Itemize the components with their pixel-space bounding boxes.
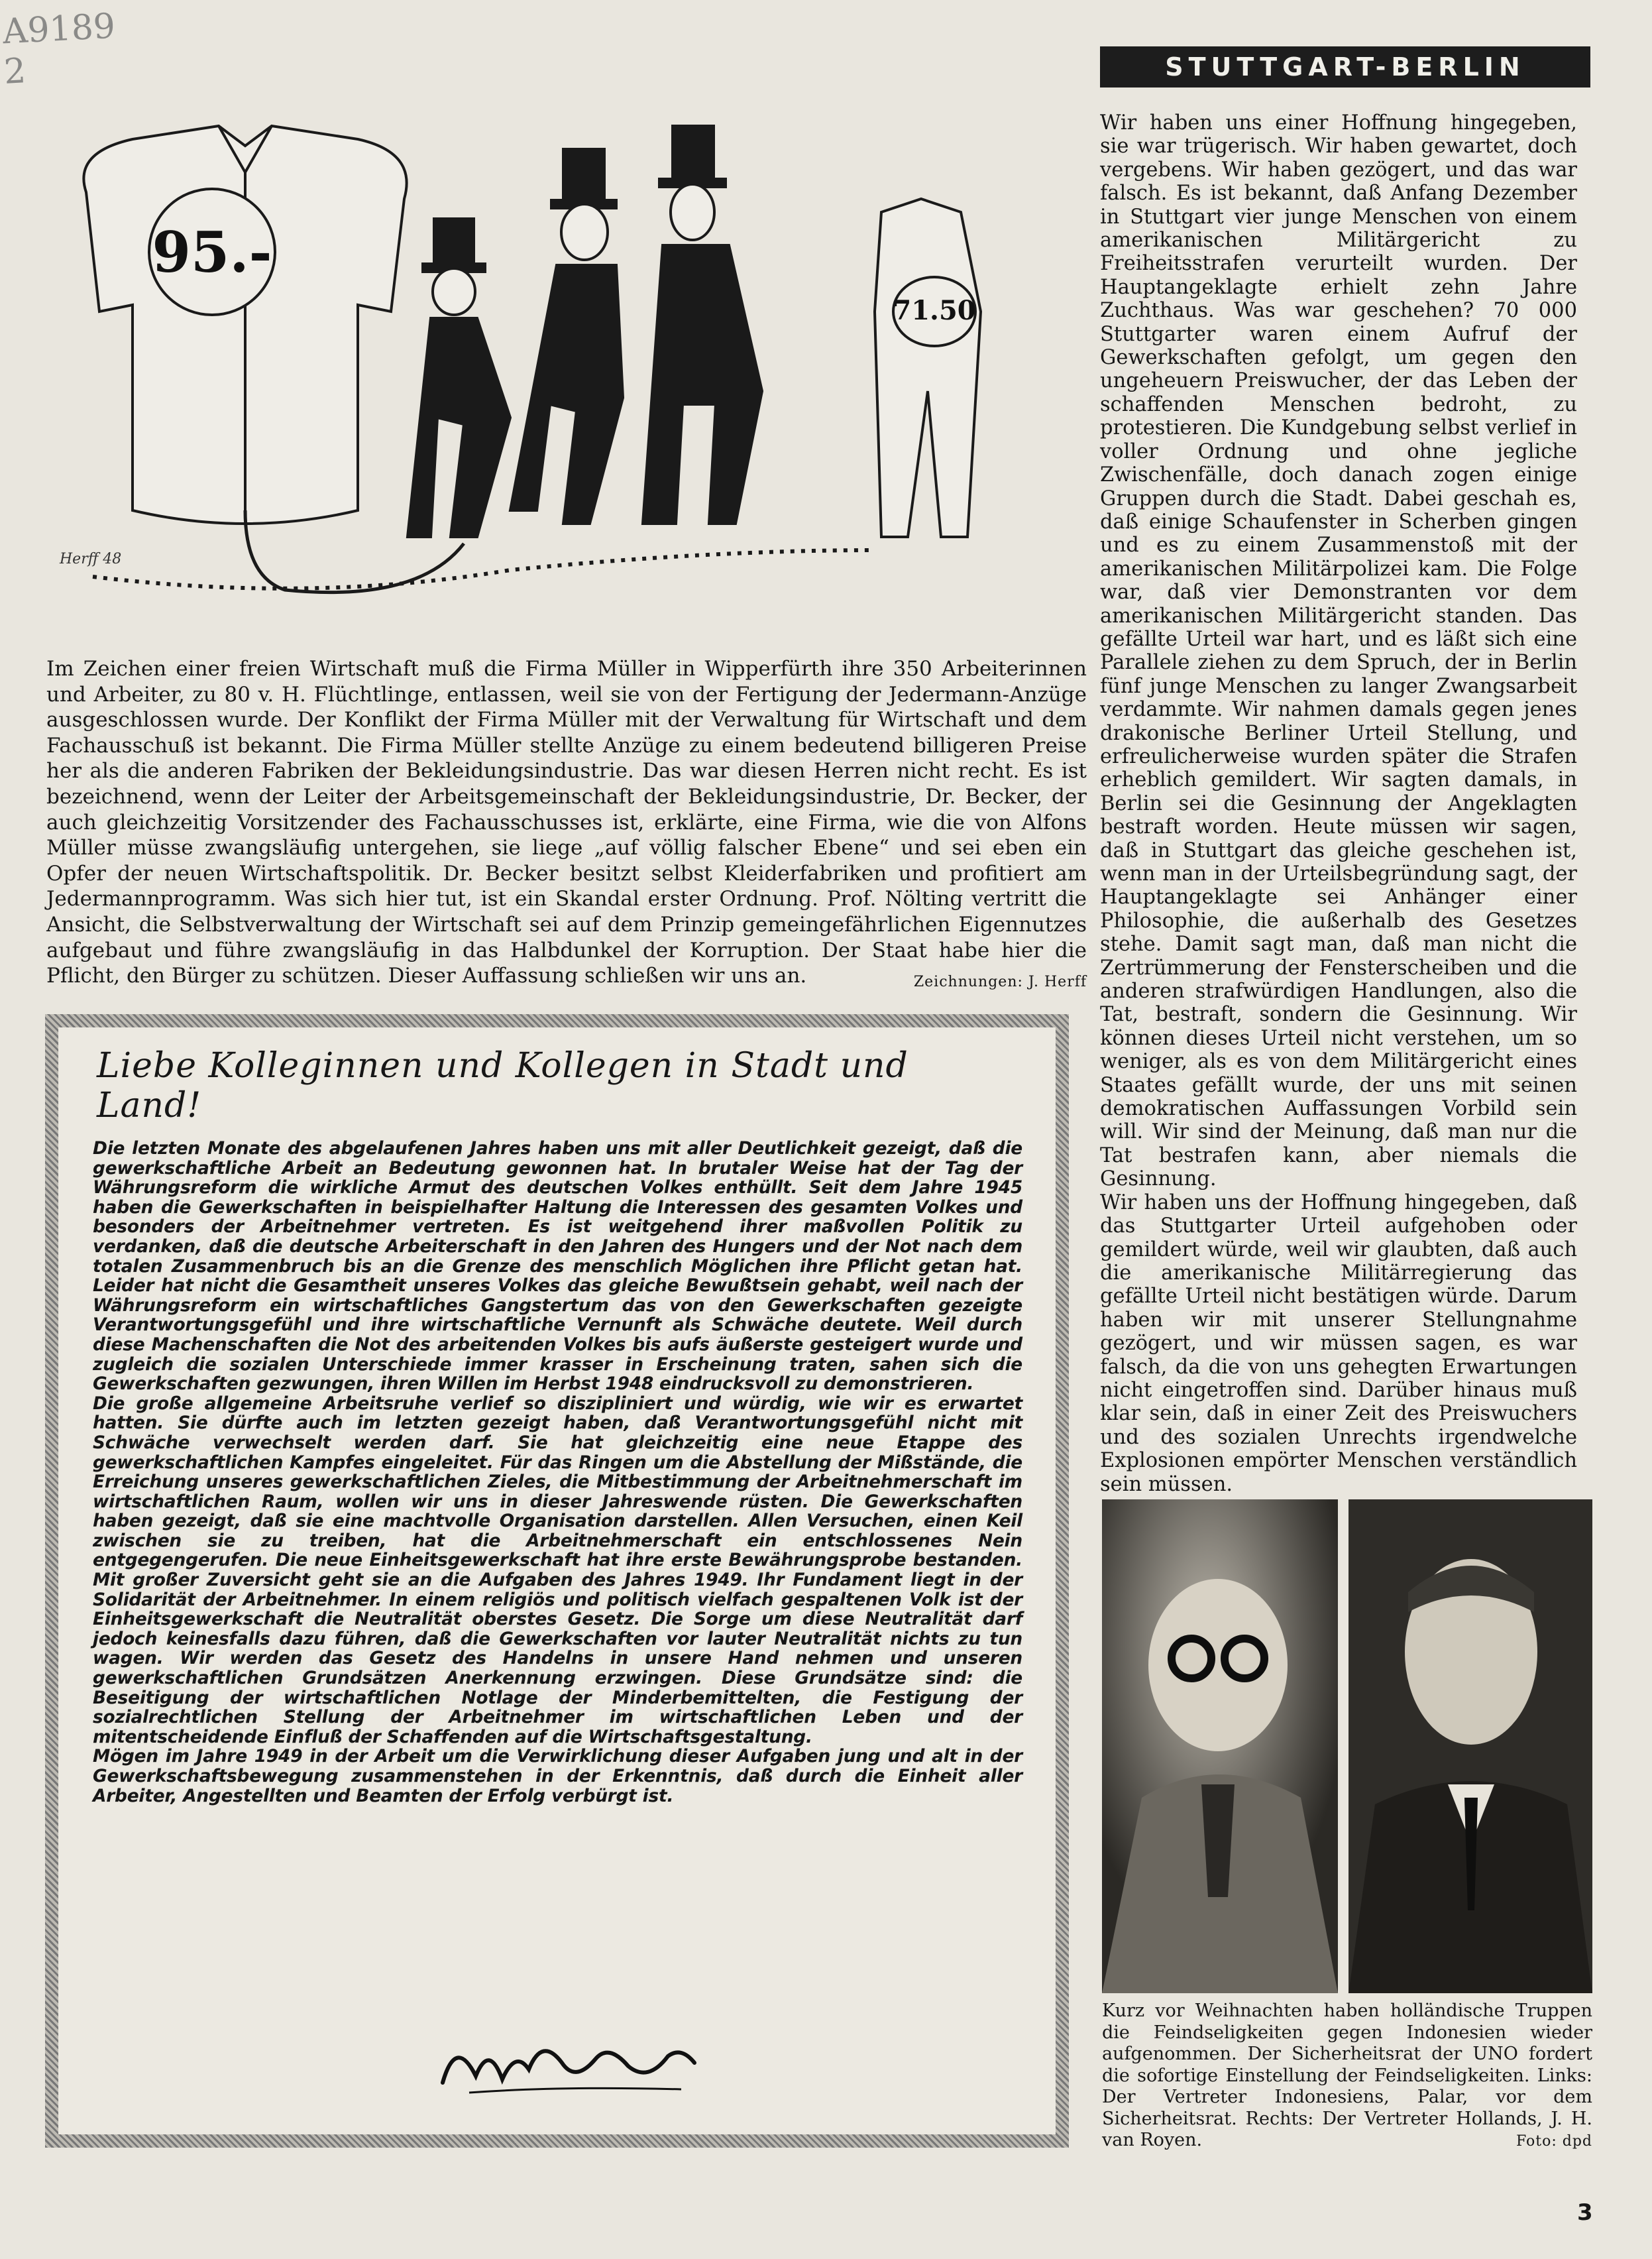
artist-signature: Herff 48 bbox=[60, 551, 122, 567]
right-article bbox=[1100, 111, 1577, 1518]
photo-credit: Foto: dpd bbox=[1515, 2133, 1592, 2150]
letter-greeting: Liebe Kolleginnen und Kollegen in Stadt und Land! bbox=[97, 1046, 909, 1126]
left-article bbox=[46, 656, 1087, 996]
letter-body bbox=[93, 1139, 1022, 1806]
left-article-text: Im Zeichen einer freien Wirtschaft muß die Firma Müller in Wipperfürth ihre 350 Arbeiterinnen und Arbeiter, zu 80 v. H. Flüchtlinge, entlassen, weil sie von der Fertigung der Jedermann-Anzüge ausgeschlossen wurde. Der Konflikt der Firma Müller mit der Verwaltung für Wirtschaft und dem Fachausschuß ist bekannt. Die Firma Müller stellte Anzüge zu einem bedeutend billigeren Preise her als die anderen Fabriken der Bekleidungsindustrie. Das war diesen Herren nicht recht. Es ist bezeichnend, wenn der Leiter der Arbeitsgemeinschaft der Bekleidungsindustrie, Dr. Becker, der auch gleichzeitig Vorsitzender des Fachausschusses ist, erklärte, eine Firma, wie die von Alfons Müller müsse zwangsläufig untergehen, sie liege „auf völlig falscher Ebene“ und sei eben ein Opfer der neuen Wirtschaftspolitik. Dr. Becker besitzt selbst Kleiderfabriken und profitiert am Jedermannprogramm. Was sich hier tut, ist ein Skandal erster Ordnung. Prof. Nölting vertritt die Ansicht, die Selbstverwaltung der Wirtschaft sei auf dem Prinzip gemeingefährlichen Eigennutzes aufgebaut und führe zwangsläufig in das Halbdunkel der Korruption. Der Staat habe hier die Pflicht, den Bürger zu schützen. Dieser Auffassung schließen wir uns an. bbox=[46, 657, 1087, 988]
letter-paragraph-2: Die große allgemeine Arbeitsruhe verlief so diszipliniert und würdig, wie wir es erwartet hatten. Sie dürfte auch im letzten gezeigt haben, daß Verantwortungsgefühl nicht mit Schwäche verwechselt werden darf. Sie hat gleichzeitig eine neue Etappe des gewerkschaftlichen Kampfes eingeleitet. Für das Ringen um die Abstellung der Mißstände, die Erreichung unseres gewerkschaftlichen Zieles, die Mitbestimmung der Arbeitnehmerschaft im wirtschaftlichen Raum, wollen wir uns in dieser Jahreswende rüsten. Die Gewerkschaften haben gezeigt, daß sie eine machtvolle Organisation darstellen. Allen Versuchen, einen Keil zwischen sie zu treiben, hat die Arbeitnehmerschaft ein entschlossenes Nein entgegengerufen. Die neue Einheitsgewerkschaft hat ihre erste Bewährungsprobe bestanden. Mit großer Zuversicht geht sie an die Aufgaben des Jahres 1949. Ihr Fundament liegt in der Solidarität der Arbeitnehmer. In einem religiös und politisch vielfach gespaltenen Volk ist der Einheitsgewerkschaft die Neutralität oberstes Gesetz. Die Sorge um diese Neutralität darf jedoch keinesfalls dazu führen, daß die Gewerkschaften vor lauter Neutralität nichts zu tun wagen. Wir werden das Gesetz des Handelns in unsere Hand nehmen und unseren gewerkschaftlichen Grundsätzen Anerkennung erzwingen. Diese Grundsätze sind: die Beseitigung der wirtschaftlichen Notlage der Minderbemittelten, die Festigung der sozialrechtlichen Stellung der Arbeitnehmer im wirtschaftlichen Leben und der mitentscheidende Einfluß der Schaffenden auf die Wirtschaftsgestaltung. bbox=[93, 1393, 1022, 1747]
top-hat-man-2 bbox=[510, 149, 623, 524]
archive-number-handwriting: A9189 bbox=[1, 6, 117, 52]
page-number: 3 bbox=[1577, 2199, 1593, 2226]
cartoon-illustration bbox=[46, 113, 1067, 616]
suit-on-stand bbox=[875, 199, 981, 537]
photo-pair bbox=[1102, 1499, 1592, 1993]
shirt-price-label: 95.- bbox=[152, 219, 272, 285]
right-article-paragraph-1: Wir haben uns einer Hoffnung hingegeben, sie war trügerisch. Wir haben gewartet, doch vergebens. Wir haben gezögert, und das war falsch. Es ist bekannt, daß Anfang Dezember in Stuttgart vier junge Menschen von einem amerikanischen Militärgericht zu Freiheitsstrafen verurteilt wurden. Der Hauptangeklagte erhielt zehn Jahre Zuchthaus. Was war geschehen? 70 000 Stuttgarter waren einem Aufruf der Gewerkschaften gefolgt, um gegen den ungeheuern Preiswucher, der das Leben der schaffenden Menschen bedroht, zu protestieren. Die Kundgebung selbst verlief in voller Ordnung und ohne jegliche Zwischenfälle, doch danach zogen einige Gruppen durch die Stadt. Dabei geschah es, daß einige Schaufenster in Scherben gingen und es zu einem Zusammenstoß mit der amerikanischen Militärpolizei kam. Die Folge war, daß vier Demonstranten vor dem amerikanischen Militärgericht standen. Das gefällte Urteil war hart, und es läßt sich eine Parallele ziehen zu dem Spruch, der in Berlin fünf junge Menschen zu langer Zwangsarbeit verdammte. Wir nahmen damals gegen jenes drakonische Berliner Urteil Stellung, und erfreulicherweise wurden später die Strafen erheblich gemildert. Wir sagten damals, in Berlin sei die Gesinnung der Angeklagten bestraft worden. Heute müssen wir sagen, daß in Stuttgart das gleiche geschehen ist, wenn man in der Urteilsbegründung sagt, der Hauptangeklagte sei Anhänger einer Philosophie, die außerhalb des Gesetzes stehe. Damit sagt man, daß man nicht die Zertrümmerung der Fensterscheiben und die anderen strafwürdigen Handlungen, also die Tat, bestraft, sondern die Gesinnung. Wir können dieses Urteil nicht verstehen, um so weniger, als es von dem Militärgericht eines Staates gefällt wurde, der uns mit seinen demokratischen Auffassungen Vorbild sein will. Wir sind der Meinung, daß man nur die Tat bestrafen kann, aber niemals die Gesinnung. bbox=[1100, 111, 1577, 1191]
suit-price-label: 71.50 bbox=[893, 295, 976, 326]
section-header-text: STUTTGART-BERLIN bbox=[1165, 52, 1525, 82]
letter-paragraph-3: Mögen im Jahre 1949 in der Arbeit um die Verwirklichung dieser Aufgaben jung und alt in der Gewerkschaftsbewegung zusammenstehen in der Erkenntnis, daß durch die Einheit aller Arbeiter, Angestellten und Beamten der Erfolg verbürgt ist. bbox=[93, 1746, 1022, 1806]
photo-caption-text: Kurz vor Weihnachten haben holländische Truppen die Feindseligkeiten gegen Indonesien wieder aufgenommen. Der Sicherheitsrat der UNO fordert die sofortige Einstellung der Feindseligkeiten. Links: Der Vertreter Indonesiens, Palar, vor dem Sicherheitsrat. Rechts: Der Vertreter Hollands, J. H. van Royen. bbox=[1102, 2000, 1592, 2150]
archive-subnumber-handwriting: 2 bbox=[3, 51, 27, 92]
photo-van-royen bbox=[1349, 1499, 1592, 1993]
photo-caption bbox=[1102, 2000, 1592, 2153]
illustration-credit: Zeichnungen: J. Herff bbox=[913, 974, 1087, 991]
right-article-paragraph-2: Wir haben uns der Hoffnung hingegeben, daß das Stuttgarter Urteil aufgehoben oder gemildert würde, weil wir glaubten, daß auch die amerikanische Militärregierung das gefällte Urteil nicht bestätigen würde. Darum haben wir mit unserer Stellungnahme gezögert, und wir müssen sagen, es war falsch, da die von uns gehegten Erwartungen nicht eingetroffen sind. Darüber hinaus muß klar sein, daß in einer Zeit des Preiswuchers und des sozialen Unrechts irgendwelche Explosionen empörter Menschen verständlich sein müssen. bbox=[1100, 1190, 1577, 1496]
letter-paragraph-1: Die letzten Monate des abgelaufenen Jahres haben uns mit aller Deutlichkeit gezeigt, daß die gewerkschaftliche Arbeit an Bedeutung gewonnen hat. In brutaler Weise hat der Tag der Währungsreform die wirkliche Armut des deutschen Volkes enthüllt. Seit dem Jahre 1945 haben die Gewerkschaften in beispielhafter Haltung die Interessen des gesamten Volkes und besonders der Arbeitnehmer vertreten. Es ist weitgehend ihrer maßvollen Politik zu verdanken, daß die deutsche Arbeiterschaft in den Jahren des Hungers und der Not nach dem totalen Zusammenbruch bis an die Grenze des menschlich Möglichen ihre Pflicht getan hat. Leider hat nicht die Gesamtheit unseres Volkes das gleiche Bewußtsein gehabt, weil nach der Währungsreform ein wirtschaftliches Gangstertum das von den Gewerkschaften gezeigte Verantwortungsgefühl und ihre wirtschaftliche Vernunft als Schwäche deutete. Weil durch diese Machenschaften die Not des arbeitenden Volkes bis aufs äußerste gesteigert wurde und zugleich die sozialen Unterschiede immer krasser in Erscheinung traten, sahen sich die Gewerkschaften gezwungen, ihren Willen im Herbst 1948 eindrucksvoll zu demonstrieren. bbox=[93, 1138, 1022, 1395]
top-hat-man-1 bbox=[408, 219, 510, 537]
section-header bbox=[1100, 46, 1590, 87]
top-hat-man-3 bbox=[643, 126, 762, 524]
letter-panel bbox=[58, 1027, 1056, 2134]
letter-frame bbox=[45, 1014, 1069, 2148]
handwritten-signature bbox=[429, 2023, 708, 2103]
photo-palar bbox=[1102, 1499, 1338, 1993]
